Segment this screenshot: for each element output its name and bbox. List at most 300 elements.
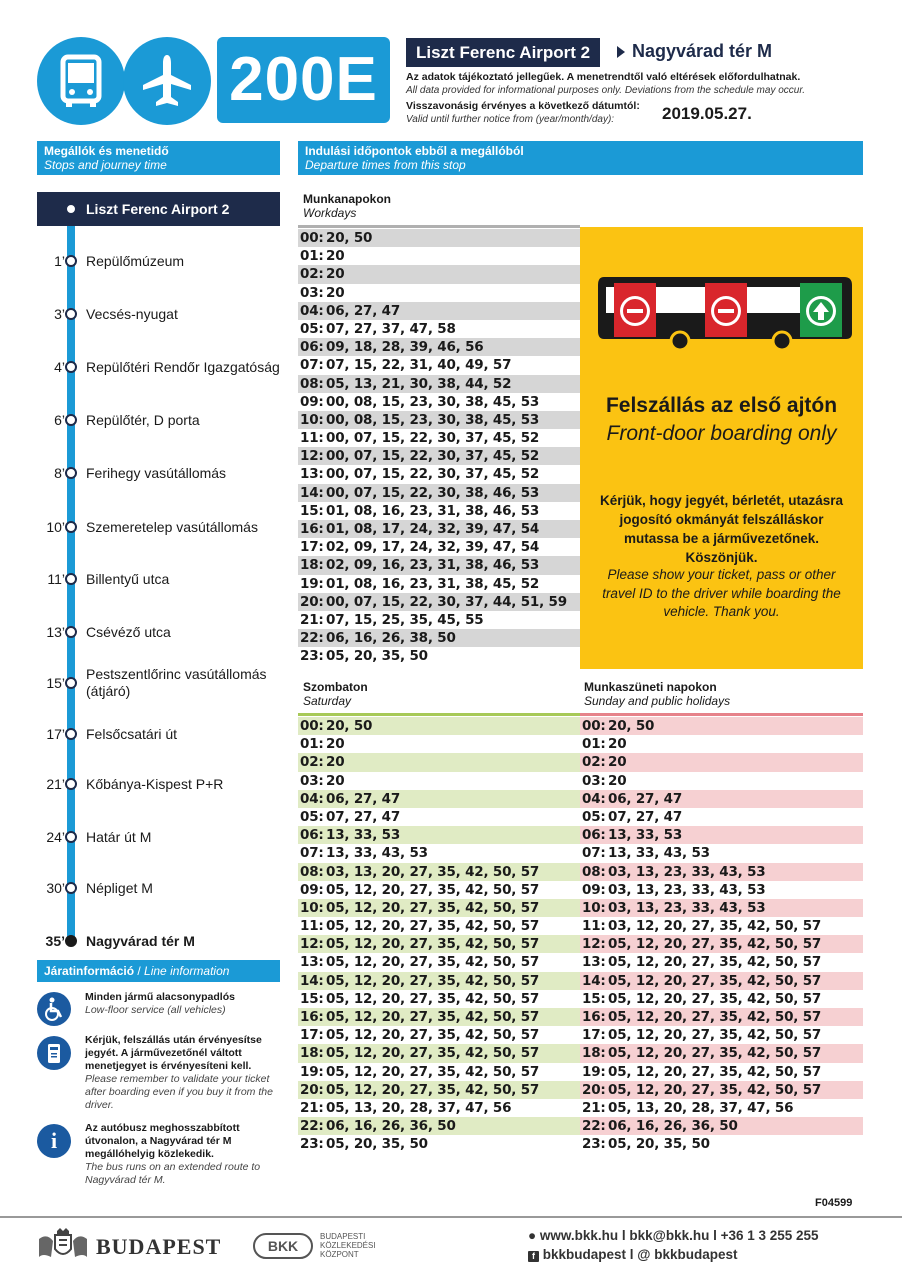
- timetable-minutes: 01, 08, 16, 23, 31, 38, 46, 53: [326, 502, 540, 519]
- timetable-hour: 04:: [582, 790, 606, 807]
- saturday-rule: [298, 713, 580, 716]
- stop-time: 17’: [46, 726, 65, 742]
- timetable-row: [298, 772, 580, 790]
- stop-name: Pestszentlőrinc vasútállomás (átjáró): [86, 666, 267, 699]
- stop-time: 21’: [46, 776, 65, 792]
- timetable-minutes: 20: [326, 736, 345, 753]
- timetable-minutes: 00, 08, 15, 23, 30, 38, 45, 53: [326, 411, 540, 428]
- origin-stop-label: Liszt Ferenc Airport 2: [406, 38, 600, 67]
- timetable-minutes: 20, 50: [326, 230, 373, 246]
- timetable-row: [298, 735, 580, 753]
- timetable-row: [298, 429, 580, 447]
- line-info-text-hu: Kérjük, felszállás után érvényesítse jegyét. A járművezetőnél váltott menetjegyet is érvényesíteni kell.: [85, 1034, 262, 1072]
- timetable-hour: 04:: [300, 790, 324, 807]
- line-info-title-en: Line information: [144, 964, 230, 978]
- timetable-row: [580, 935, 863, 953]
- validity-label-hu: Visszavonásig érvényes a következő dátumtól:: [406, 100, 640, 112]
- stop-time: 24’: [46, 829, 65, 845]
- timetable-row: [580, 1044, 863, 1062]
- saturday-title-en: Saturday: [303, 694, 352, 708]
- stop-time: 30’: [46, 880, 65, 896]
- timetable-row: [580, 1099, 863, 1117]
- timetable-minutes: 05, 12, 20, 27, 35, 42, 50, 57: [608, 1045, 822, 1062]
- timetable-row: [298, 247, 580, 265]
- social-info: [528, 1247, 737, 1262]
- timetable-row: [580, 826, 863, 844]
- timetable-row: [298, 375, 580, 393]
- stop-time: 11’: [47, 571, 65, 587]
- timetable-row: [298, 1135, 580, 1153]
- stop-dot: [65, 361, 77, 373]
- timetable-minutes: 05, 12, 20, 27, 35, 42, 50, 57: [326, 1045, 540, 1062]
- timetable-hour: 23:: [300, 648, 324, 665]
- timetable-hour: 11:: [300, 918, 324, 935]
- holidays-title-en: Sunday and public holidays: [584, 694, 731, 708]
- timetable-hour: 00:: [582, 718, 606, 734]
- timetable-row: [298, 844, 580, 862]
- timetable-row: [298, 917, 580, 935]
- timetable-row: [298, 953, 580, 971]
- timetable-hour: 01:: [300, 736, 324, 753]
- timetable-row: [298, 629, 580, 647]
- bus-mode-icon: [37, 37, 125, 125]
- timetable-minutes: 20: [326, 284, 345, 301]
- timetable-row: [580, 717, 863, 735]
- timetable-minutes: 05, 12, 20, 27, 35, 42, 50, 57: [326, 881, 540, 898]
- timetable-minutes: 13, 33, 43, 53: [608, 845, 710, 862]
- stop-name: Billentyű utca: [86, 571, 170, 587]
- stop-dot: [65, 882, 77, 894]
- timetable-minutes: 03, 13, 23, 33, 43, 53: [608, 881, 766, 898]
- stop-name: Repülőtér, D porta: [86, 412, 200, 428]
- timetable-hour: 13:: [300, 954, 324, 971]
- timetable-hour: 08:: [300, 375, 324, 392]
- footer-divider: [0, 1216, 902, 1218]
- stop-dot: [65, 677, 77, 689]
- timetable-row: [298, 826, 580, 844]
- timetable-minutes: 00, 07, 15, 22, 30, 37, 45, 52: [326, 448, 540, 465]
- stop-time: 1’: [54, 253, 65, 269]
- info-circle-icon: ●: [528, 1228, 540, 1243]
- stop-dot: [65, 778, 77, 790]
- timetable-row: [298, 320, 580, 338]
- timetable-minutes: 06, 27, 47: [326, 302, 401, 319]
- timetable-hour: 19:: [582, 1063, 606, 1080]
- stop-dot: [65, 573, 77, 585]
- validity-date: 2019.05.27.: [662, 104, 752, 123]
- timetable-minutes: 03, 13, 20, 27, 35, 42, 50, 57: [326, 863, 540, 880]
- stop-time: 10’: [46, 519, 65, 535]
- stop-time: 4’: [54, 359, 65, 375]
- timetable-minutes: 05, 12, 20, 27, 35, 42, 50, 57: [608, 1081, 822, 1098]
- stop-name: Kőbánya-Kispest P+R: [86, 776, 224, 792]
- saturday-title-hu: Szombaton: [303, 680, 368, 694]
- timetable-minutes: 05, 12, 20, 27, 35, 42, 50, 57: [326, 899, 540, 916]
- timetable-minutes: 05, 12, 20, 27, 35, 42, 50, 57: [608, 1063, 822, 1080]
- timetable-hour: 16:: [300, 521, 324, 537]
- timetable-minutes: 07, 15, 25, 35, 45, 55: [326, 611, 484, 628]
- timetable-hour: 02:: [300, 266, 324, 283]
- timetable-row: [580, 753, 863, 771]
- timetable-minutes: 07, 27, 47: [326, 808, 401, 825]
- timetable-minutes: 00, 08, 15, 23, 30, 38, 45, 53: [326, 393, 540, 410]
- timetable-minutes: 07, 27, 37, 47, 58: [326, 320, 456, 337]
- stop-name: Ferihegy vasútállomás: [86, 465, 227, 481]
- timetable-minutes: 06, 16, 26, 36, 50: [608, 1118, 738, 1135]
- timetable-minutes: 05, 12, 20, 27, 35, 42, 50, 57: [608, 1027, 822, 1044]
- timetable-row: [298, 611, 580, 629]
- validity-label-en: Valid until further notice from (year/month/day):: [406, 114, 615, 125]
- timetable-hour: 13:: [582, 954, 606, 971]
- timetable-hour: 06:: [582, 827, 606, 844]
- stop-current: Liszt Ferenc Airport 2: [37, 192, 280, 226]
- timetable-hour: 18:: [300, 1045, 324, 1062]
- stop-dot: [65, 831, 77, 843]
- timetable-code: F04599: [815, 1197, 853, 1209]
- timetable-minutes: 05, 12, 20, 27, 35, 42, 50, 57: [326, 936, 540, 953]
- airplane-icon: [123, 37, 211, 125]
- timetable-minutes: 01, 08, 17, 24, 32, 39, 47, 54: [326, 521, 540, 537]
- bkk-logo: BKK: [253, 1233, 313, 1259]
- timetable-hour: 08:: [300, 863, 324, 880]
- timetable-minutes: 20: [326, 754, 345, 771]
- timetable-hour: 07:: [300, 845, 324, 862]
- timetable-hour: 22:: [300, 1118, 324, 1135]
- timetable-hour: 22:: [300, 630, 324, 647]
- timetable-hour: 21:: [582, 1099, 606, 1116]
- bus-doors-illustration: [594, 271, 856, 353]
- notice-body-en: Please show your ticket, pass or other travel ID to the driver while boarding the vehicle. Thank you.: [602, 567, 841, 619]
- timetable-hour: 23:: [300, 1136, 324, 1153]
- timetable-minutes: 06, 27, 47: [326, 790, 401, 807]
- stop-dot: [65, 728, 77, 740]
- wheelchair-icon: [37, 992, 71, 1026]
- timetable-row: [298, 1026, 580, 1044]
- line-info-validate: [85, 1034, 280, 1112]
- timetable-row: [298, 1008, 580, 1026]
- timetable-row: [298, 229, 580, 247]
- stop-name: Csévéző utca: [86, 624, 171, 640]
- timetable-row: [580, 1135, 863, 1153]
- timetable-hour: 21:: [300, 1099, 324, 1116]
- timetable-minutes: 05, 12, 20, 27, 35, 42, 50, 57: [326, 972, 540, 989]
- budapest-coat-of-arms-icon: [37, 1227, 89, 1261]
- stops-section-title-hu: Megállók és menetidő: [44, 144, 169, 158]
- stop-dot: [65, 255, 77, 267]
- timetable-hour: 14:: [300, 484, 324, 501]
- timetable-hour: 02:: [582, 754, 606, 771]
- timetable-row: [580, 1063, 863, 1081]
- timetable-row: [298, 538, 580, 556]
- timetable-minutes: 20: [608, 772, 627, 789]
- stop-name-terminus: Nagyvárad tér M: [86, 933, 195, 949]
- timetable-hour: 03:: [582, 772, 606, 789]
- timetable-row: [298, 502, 580, 520]
- timetable-row: [580, 1026, 863, 1044]
- departures-section-title-en: Departure times from this stop: [305, 158, 466, 172]
- stop-name: Népliget M: [86, 880, 153, 896]
- timetable-row: [580, 735, 863, 753]
- timetable-hour: 18:: [300, 557, 324, 574]
- timetable-hour: 09:: [582, 881, 606, 898]
- timetable-minutes: 05, 12, 20, 27, 35, 42, 50, 57: [326, 1081, 540, 1098]
- timetable-minutes: 09, 18, 28, 39, 46, 56: [326, 339, 484, 356]
- line-info-header: [37, 960, 280, 982]
- timetable-minutes: 07, 15, 22, 31, 40, 49, 57: [326, 357, 512, 374]
- timetable-minutes: 05, 13, 20, 28, 37, 47, 56: [326, 1099, 512, 1116]
- stop-name: Felsőcsatári út: [86, 726, 178, 742]
- timetable-row: [298, 881, 580, 899]
- line-info-text-hu: Az autóbusz meghosszabbított útvonalon, a Nagyvárad tér M megállóhelyig közlekedik.: [85, 1122, 240, 1160]
- timetable-hour: 03:: [300, 772, 324, 789]
- stop-name: Repülőtéri Rendőr Igazgatóság: [86, 359, 280, 375]
- timetable-hour: 14:: [582, 972, 606, 989]
- stops-section-header: [37, 141, 280, 175]
- workdays-title-en: Workdays: [303, 206, 357, 220]
- stop-name: Repülőmúzeum: [86, 253, 185, 269]
- saturday-title: [303, 680, 368, 708]
- timetable-minutes: 00, 07, 15, 22, 30, 37, 45, 52: [326, 430, 540, 447]
- timetable-hour: 08:: [582, 863, 606, 880]
- stops-section-title-en: Stops and journey time: [44, 158, 167, 172]
- timetable-hour: 05:: [300, 808, 324, 825]
- timetable-row: [580, 972, 863, 990]
- route-number: 200E: [217, 37, 390, 123]
- timetable-hour: 10:: [300, 411, 324, 428]
- stop-dot: [65, 467, 77, 479]
- timetable-row: [298, 284, 580, 302]
- workdays-title: [303, 192, 391, 220]
- workdays-title-hu: Munkanapokon: [303, 192, 392, 206]
- timetable-row: [298, 465, 580, 483]
- timetable-minutes: 05, 12, 20, 27, 35, 42, 50, 57: [326, 990, 540, 1007]
- stop-dot: [65, 521, 77, 533]
- timetable-hour: 12:: [300, 448, 324, 465]
- timetable-minutes: 02, 09, 17, 24, 32, 39, 47, 54: [326, 539, 540, 556]
- timetable-minutes: 03, 13, 23, 33, 43, 53: [608, 899, 766, 916]
- timetable-row: [580, 1117, 863, 1135]
- timetable-row: [580, 881, 863, 899]
- timetable-hour: 16:: [300, 1009, 324, 1025]
- timetable-minutes: 00, 07, 15, 22, 30, 38, 46, 53: [326, 484, 540, 501]
- timetable-minutes: 20: [608, 754, 627, 771]
- timetable-minutes: 20: [608, 736, 627, 753]
- timetable-row: [298, 411, 580, 429]
- line-info-lowfloor: [85, 991, 280, 1017]
- timetable-hour: 21:: [300, 611, 324, 628]
- timetable-hour: 17:: [300, 1027, 324, 1044]
- workdays-table: [298, 229, 580, 666]
- stop-time: 3’: [54, 306, 65, 322]
- timetable-hour: 13:: [300, 466, 324, 483]
- timetable-minutes: 05, 12, 20, 27, 35, 42, 50, 57: [326, 918, 540, 935]
- timetable-minutes: 03, 13, 23, 33, 43, 53: [608, 863, 766, 880]
- timetable-hour: 09:: [300, 881, 324, 898]
- timetable-hour: 09:: [300, 393, 324, 410]
- holidays-rule: [580, 713, 863, 716]
- timetable-minutes: 03, 12, 20, 27, 35, 42, 50, 57: [608, 918, 822, 935]
- timetable-hour: 20:: [582, 1081, 606, 1098]
- timetable-minutes: 05, 20, 35, 50: [608, 1136, 710, 1153]
- line-info-title-hu: Járatinformáció: [44, 964, 135, 978]
- info-icon: [37, 1124, 71, 1158]
- timetable-hour: 14:: [300, 972, 324, 989]
- timetable-row: [580, 772, 863, 790]
- stop-name: Szemeretelep vasútállomás: [86, 519, 258, 535]
- timetable-hour: 01:: [300, 248, 324, 265]
- timetable-minutes: 20, 50: [326, 718, 373, 734]
- contact-info: [528, 1228, 819, 1243]
- timetable-row: [298, 935, 580, 953]
- disclaimer-en: All data provided for informational purposes only. Deviations from the schedule may occur.: [406, 85, 806, 96]
- timetable-minutes: 05, 12, 20, 27, 35, 42, 50, 57: [326, 1027, 540, 1044]
- timetable-row: [580, 990, 863, 1008]
- timetable-minutes: 05, 13, 20, 28, 37, 47, 56: [608, 1099, 794, 1116]
- timetable-minutes: 05, 12, 20, 27, 35, 42, 50, 57: [608, 954, 822, 971]
- timetable-minutes: 05, 12, 20, 27, 35, 42, 50, 57: [326, 954, 540, 971]
- timetable-hour: 18:: [582, 1045, 606, 1062]
- timetable-minutes: 05, 13, 21, 30, 38, 44, 52: [326, 375, 512, 392]
- timetable-row: [580, 808, 863, 826]
- timetable-hour: 03:: [300, 284, 324, 301]
- social-handles: bkkbudapest l @ bkkbudapest: [542, 1247, 738, 1262]
- front-door-notice: [580, 227, 863, 669]
- timetable-row: [298, 484, 580, 502]
- timetable-row: [298, 556, 580, 574]
- timetable-minutes: 20, 50: [608, 718, 655, 734]
- timetable-hour: 20:: [300, 1081, 324, 1098]
- timetable-row: [298, 520, 580, 538]
- disclaimer-hu: Az adatok tájékoztató jellegűek. A menetrendtől való eltérések előfordulhatnak.: [406, 71, 801, 83]
- timetable-minutes: 05, 20, 35, 50: [326, 648, 428, 665]
- holidays-title: [584, 680, 730, 708]
- workdays-rule: [298, 225, 580, 228]
- holidays-title-hu: Munkaszüneti napokon: [584, 680, 717, 694]
- info-icon-glyph: i: [50, 1128, 58, 1153]
- timetable-row: [298, 1063, 580, 1081]
- notice-heading-hu: Felszállás az első ajtón: [605, 394, 838, 417]
- timetable-hour: 04:: [300, 302, 324, 319]
- timetable-row: [298, 647, 580, 665]
- timetable-hour: 06:: [300, 827, 324, 844]
- direction-arrow-icon: [617, 46, 625, 58]
- timetable-minutes: 05, 12, 20, 27, 35, 42, 50, 57: [326, 1063, 540, 1080]
- timetable-minutes: 07, 27, 47: [608, 808, 683, 825]
- timetable-hour: 10:: [582, 899, 606, 916]
- ticket-validator-icon: [37, 1036, 71, 1070]
- budapest-logo-text: BUDAPEST: [96, 1234, 222, 1259]
- timetable-minutes: 05, 12, 20, 27, 35, 42, 50, 57: [608, 1009, 822, 1025]
- timetable-minutes: 05, 12, 20, 27, 35, 42, 50, 57: [326, 1009, 540, 1025]
- timetable-row: [298, 302, 580, 320]
- stop-name: Határ út M: [86, 829, 152, 845]
- timetable-row: [580, 863, 863, 881]
- timetable-row: [580, 790, 863, 808]
- timetable-row: [580, 899, 863, 917]
- timetable-row: [580, 1008, 863, 1026]
- timetable-hour: 00:: [300, 718, 324, 734]
- stop-time: 8’: [54, 465, 65, 481]
- timetable-minutes: 20: [326, 248, 345, 265]
- timetable-row: [298, 899, 580, 917]
- line-info-text-hu: Minden jármű alacsonypadlós: [85, 991, 235, 1003]
- timetable-hour: 05:: [300, 320, 324, 337]
- stop-dot: [65, 203, 77, 215]
- timetable-minutes: 01, 08, 16, 23, 31, 38, 45, 52: [326, 575, 540, 592]
- stop-time: 35’: [45, 933, 65, 949]
- line-info-text-en: Low-floor service (all vehicles): [85, 1004, 226, 1016]
- timetable-hour: 05:: [582, 808, 606, 825]
- timetable-minutes: 06, 27, 47: [608, 790, 683, 807]
- stop-name: Vecsés-nyugat: [86, 306, 178, 322]
- timetable-hour: 10:: [300, 899, 324, 916]
- stop-dot: [65, 626, 77, 638]
- timetable-hour: 00:: [300, 230, 324, 246]
- timetable-row: [298, 1044, 580, 1062]
- timetable-hour: 01:: [582, 736, 606, 753]
- saturday-table: [298, 717, 580, 1154]
- timetable-minutes: 05, 12, 20, 27, 35, 42, 50, 57: [608, 972, 822, 989]
- timetable-row: [298, 1081, 580, 1099]
- timetable-hour: 16:: [582, 1009, 606, 1025]
- timetable-row: [298, 863, 580, 881]
- timetable-row: [298, 753, 580, 771]
- timetable-minutes: 05, 12, 20, 27, 35, 42, 50, 57: [608, 936, 822, 953]
- departures-section-title-hu: Indulási időpontok ebből a megállóból: [305, 144, 524, 158]
- timetable-row: [298, 1099, 580, 1117]
- notice-heading-en: Front-door boarding only: [606, 422, 837, 445]
- stop-time: 13’: [46, 624, 65, 640]
- timetable-row: [298, 808, 580, 826]
- timetable-hour: 12:: [582, 936, 606, 953]
- timetable-minutes: 05, 12, 20, 27, 35, 42, 50, 57: [608, 990, 822, 1007]
- timetable-minutes: 20: [326, 266, 345, 283]
- facebook-icon: f: [528, 1251, 539, 1262]
- timetable-minutes: 00, 07, 15, 22, 30, 37, 45, 52: [326, 466, 540, 483]
- timetable-hour: 11:: [582, 918, 606, 935]
- timetable-hour: 17:: [300, 539, 324, 556]
- timetable-minutes: 20: [326, 772, 345, 789]
- stop-time: 6’: [54, 412, 65, 428]
- timetable-hour: 12:: [300, 936, 324, 953]
- timetable-hour: 19:: [300, 575, 324, 592]
- timetable-hour: 15:: [582, 990, 606, 1007]
- timetable-minutes: 05, 20, 35, 50: [326, 1136, 428, 1153]
- timetable-hour: 23:: [582, 1136, 606, 1153]
- notice-body-hu: Kérjük, hogy jegyét, bérletét, utazásra jogosító okmányát felszálláskor mutassa be a járművezetőnek. Köszönjük.: [599, 493, 844, 565]
- timetable-row: [298, 393, 580, 411]
- line-info-text-en: Please remember to validate your ticket after boarding even if you buy it from the driver.: [85, 1073, 273, 1111]
- timetable-minutes: 00, 07, 15, 22, 30, 37, 44, 51, 59: [326, 593, 567, 610]
- timetable-hour: 11:: [300, 430, 324, 447]
- timetable-row: [580, 1081, 863, 1099]
- timetable-hour: 15:: [300, 502, 324, 519]
- timetable-row: [580, 953, 863, 971]
- timetable-hour: 07:: [582, 845, 606, 862]
- timetable-row: [298, 447, 580, 465]
- contact-web-email-phone: www.bkk.hu l bkk@bkk.hu l +36 1 3 255 255: [539, 1228, 819, 1243]
- timetable-hour: 20:: [300, 593, 324, 610]
- timetable-row: [298, 717, 580, 735]
- holidays-table: [580, 717, 863, 1154]
- timetable-hour: 07:: [300, 357, 324, 374]
- timetable-row: [298, 356, 580, 374]
- stop-dot: [65, 414, 77, 426]
- timetable-minutes: 06, 16, 26, 38, 50: [326, 630, 456, 647]
- timetable-row: [298, 972, 580, 990]
- timetable-row: [580, 917, 863, 935]
- destination-stop-label: Nagyvárad tér M: [632, 41, 773, 61]
